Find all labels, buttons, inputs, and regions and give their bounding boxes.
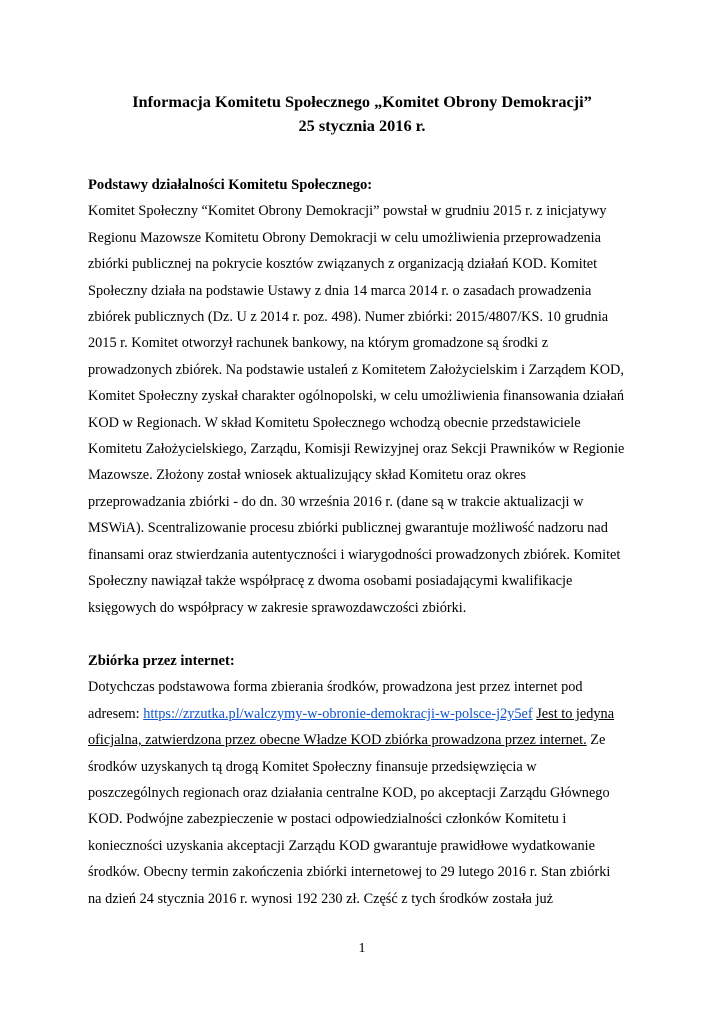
paragraph-line: Społeczny działa na podstawie Ustawy z dnia 14 marca 2014 r. o zasadach prowadzenia (88, 282, 592, 299)
paragraph-line: Mazowsze. Złożony został wniosek aktualizujący skład Komitetu oraz okres (88, 467, 526, 484)
paragraph-line: Komitetu Założycielskiego, Zarządu, Komisji Rewizyjnej oraz Sekcji Prawników w Regionie (88, 441, 625, 458)
title-date: 25 stycznia 2016 r. (298, 116, 426, 135)
page-number: 1 (358, 941, 366, 956)
paragraph-line: KOD. Podwójne zabezpieczenie w postaci odpowiedzialności członków Komitetu i (88, 811, 567, 828)
paragraph-line: księgowych do współpracy w zakresie sprawozdawczości zbiórki. (88, 599, 467, 616)
paragraph-line: Komitet Społeczny “Komitet Obrony Demokracji” powstał w grudniu 2015 r. z inicjatywy (88, 203, 607, 220)
paragraph-line: poszczególnych regionach oraz działania centralne KOD, po akceptacji Zarządu Głównego (88, 785, 610, 802)
paragraph-line: prowadzonych zbiórek. Na podstawie ustaleń z Komitetem Założycielskim i Zarządem KOD, (88, 361, 624, 378)
paragraph-line-with-link (88, 701, 648, 727)
paragraph-line (88, 727, 648, 753)
paragraph-line: Społeczny nawiązał także współpracę z dwoma osobami posiadającymi kwalifikacje (88, 573, 573, 590)
paragraph-line: zbiórek publicznych (Dz. U z 2014 r. poz. 498). Numer zbiórki: 2015/4807/KS. 10 grudnia (88, 309, 609, 326)
section-basis-heading: Podstawy działalności Komitetu Społecznego: (88, 177, 373, 193)
section-internet (88, 648, 648, 912)
paragraph-line: przeprowadzania zbiórki - do dn. 30 września 2016 r. (dane są w trakcie aktualizacji w (88, 493, 584, 510)
paragraph-line: finansami oraz stwierdzania autentyczności i wiarygodności prowadzonych zbiórek. Komitet (88, 546, 621, 563)
paragraph-line: konieczności uzyskania akceptacji Zarządu KOD gwarantuje prawidłowe wydatkowanie (88, 837, 595, 854)
paragraph-line: Regionu Mazowsze Komitetu Obrony Demokracji w celu umożliwienia przeprowadzenia (88, 229, 601, 246)
paragraph-line: Komitet Społeczny zyskał charakter ogólnopolski, w celu umożliwienia finansowania działań (88, 388, 624, 405)
paragraph-line: zbiórki publicznej na pokrycie kosztów związanych z organizacją działań KOD. Komitet (88, 256, 598, 273)
paragraph-line: MSWiA). Scentralizowanie procesu zbiórki publicznej gwarantuje możliwość nadzoru nad (88, 520, 608, 537)
section-internet-heading: Zbiórka przez internet: (88, 653, 235, 669)
address-label: adresem: (88, 705, 144, 722)
paragraph-line: Dotychczas podstawowa forma zbierania środków, prowadzona jest przez internet pod (88, 679, 583, 696)
document-title (40, 90, 684, 138)
official-notice-part-1: Jest to jedyna (536, 705, 615, 722)
paragraph-line: na dzień 24 stycznia 2016 r. wynosi 192 230 zł. Część z tych środków została już (88, 890, 553, 907)
section-basis (88, 172, 648, 621)
paragraph-line: 2015 r. Komitet otworzył rachunek bankowy, na którym gromadzone są środki z (88, 335, 549, 352)
title-line-1: Informacja Komitetu Społecznego „Komitet Obrony Demokracji” (132, 92, 592, 111)
paragraph-line: środków. Obecny termin zakończenia zbiórki internetowej to 29 lutego 2016 r. Stan zbiórki (88, 864, 611, 881)
paragraph-line: środków uzyskanych tą drogą Komitet Społeczny finansuje przedsięwzięcia w (88, 758, 537, 775)
official-notice-part-2: oficjalna, zatwierdzona przez obecne Władze KOD zbiórka prowadzona przez internet. (88, 732, 587, 749)
zrzutka-link[interactable]: https://zrzutka.pl/walczymy-w-obronie-demokracji-w-polsce-j2y5ef (143, 705, 533, 722)
paragraph-line: KOD w Regionach. W skład Komitetu Społecznego wchodzą obecnie przedstawiciele (88, 414, 581, 431)
line-suffix: Ze (586, 732, 606, 749)
